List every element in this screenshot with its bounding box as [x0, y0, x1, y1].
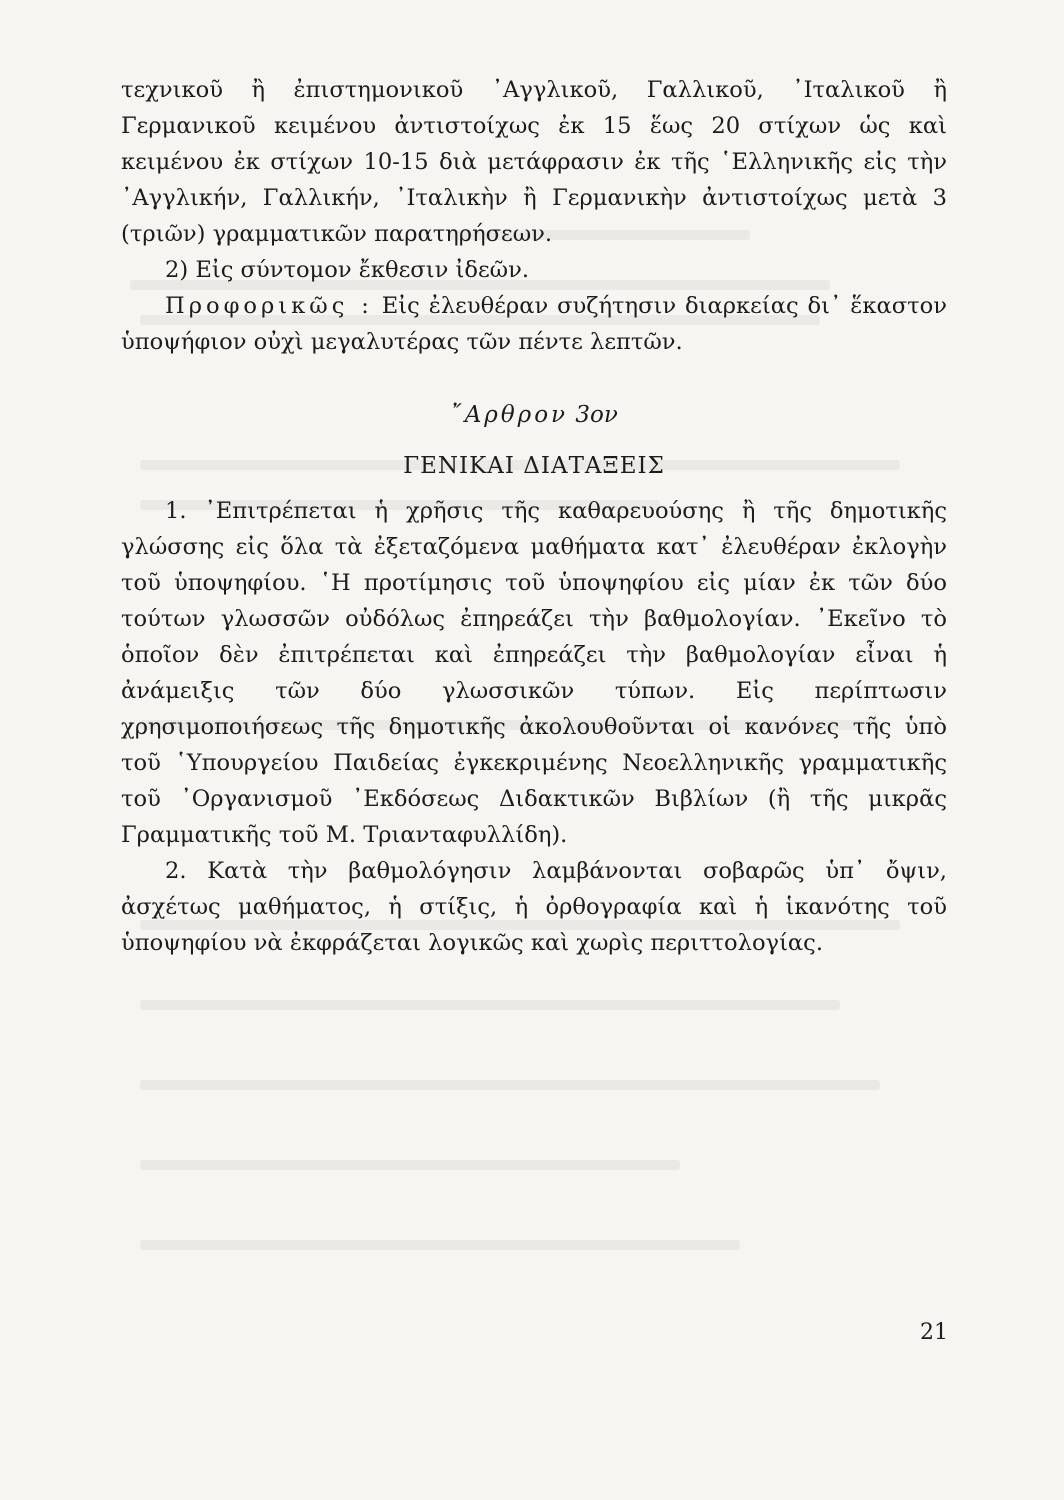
paragraph-language-texts: τεχνικοῦ ἢ ἐπιστημονικοῦ ᾿Αγγλικοῦ, Γαλλικοῦ, ᾿Ιταλικοῦ ἢ Γερμανικοῦ κειμένου ἀντιστοίχως ἐκ 15 ἕως 20 στίχων ὡς καὶ κειμένου ἐκ στίχων 10-15 διὰ μετάφρασιν ἐκ τῆς ῾Ελληνικῆς εἰς τὴν ᾿Αγγλικήν, Γαλλικήν, ᾿Ιταλικὴν ἢ Γερμανικὴν ἀντιστοίχως μετὰ 3 (τριῶν) γραμματικῶν παρατηρήσεων.: [121, 77, 947, 247]
oral-text: Εἰς ἐλευθέραν συζήτησιν διαρκείας δι᾿ ἕκαστον ὑποψήφιον οὐχὶ μεγαλυτέρας τῶν πέντε λεπτῶν.: [121, 293, 947, 355]
page-number: 21: [920, 1320, 948, 1345]
paragraph-grading: 2. Κατὰ τὴν βαθμολόγησιν λαμβάνονται σοβαρῶς ὑπ᾿ ὄψιν, ἀσχέτως μαθήματος, ἡ στίξις, ἡ ὀρθογραφία καὶ ἡ ἱκανότης τοῦ ὑποψηφίου νὰ ἐκφράζεται λογικῶς καὶ χωρὶς περιττολογίας.: [121, 858, 947, 956]
article-number: 3ον: [575, 402, 618, 428]
page-body: [121, 72, 947, 961]
paragraph-language-choice: 1. ᾿Επιτρέπεται ἡ χρῆσις τῆς καθαρευούσης ἢ τῆς δημοτικῆς γλώσσης εἰς ὅλα τὰ ἐξεταζόμενα μαθήματα κατ᾿ ἐλευθέραν ἐκλογὴν τοῦ ὑποψηφίου. ῾Η προτίμησις τοῦ ὑποψηφίου εἰς μίαν ἐκ τῶν δύο τούτων γλωσσῶν οὐδόλως ἐπηρεάζει τὴν βαθμολογίαν. ᾿Εκεῖνο τὸ ὁποῖον δὲν ἐπιτρέπεται καὶ ἐπηρεάζει τὴν βαθμολογίαν εἶναι ἡ ἀνάμειξις τῶν δύο γλωσσικῶν τύπων. Εἰς περίπτωσιν χρησιμοποιήσεως τῆς δημοτικῆς ἀκολουθοῦνται οἱ κανόνες τῆς ὑπὸ τοῦ ῾Υπουργείου Παιδείας ἐγκεκριμένης Νεοελληνικῆς γραμματικῆς τοῦ ᾿Οργανισμοῦ ᾿Εκδόσεως Διδακτικῶν Βιβλίων (ἢ τῆς μικρᾶς Γραμματικῆς τοῦ Μ. Τριανταφυλλίδη).: [121, 498, 947, 848]
oral-label: Προφορικῶς :: [165, 293, 373, 319]
paragraph-essay: 2) Εἰς σύντομον ἔκθεσιν ἰδεῶν.: [165, 257, 530, 283]
article-word: ῎Αρθρον: [450, 402, 569, 428]
paragraph-oral: [121, 288, 947, 360]
section-title: ΓΕΝΙΚΑΙ ΔΙΑΤΑΞΕΙΣ: [403, 453, 665, 479]
article-heading: [121, 397, 947, 433]
